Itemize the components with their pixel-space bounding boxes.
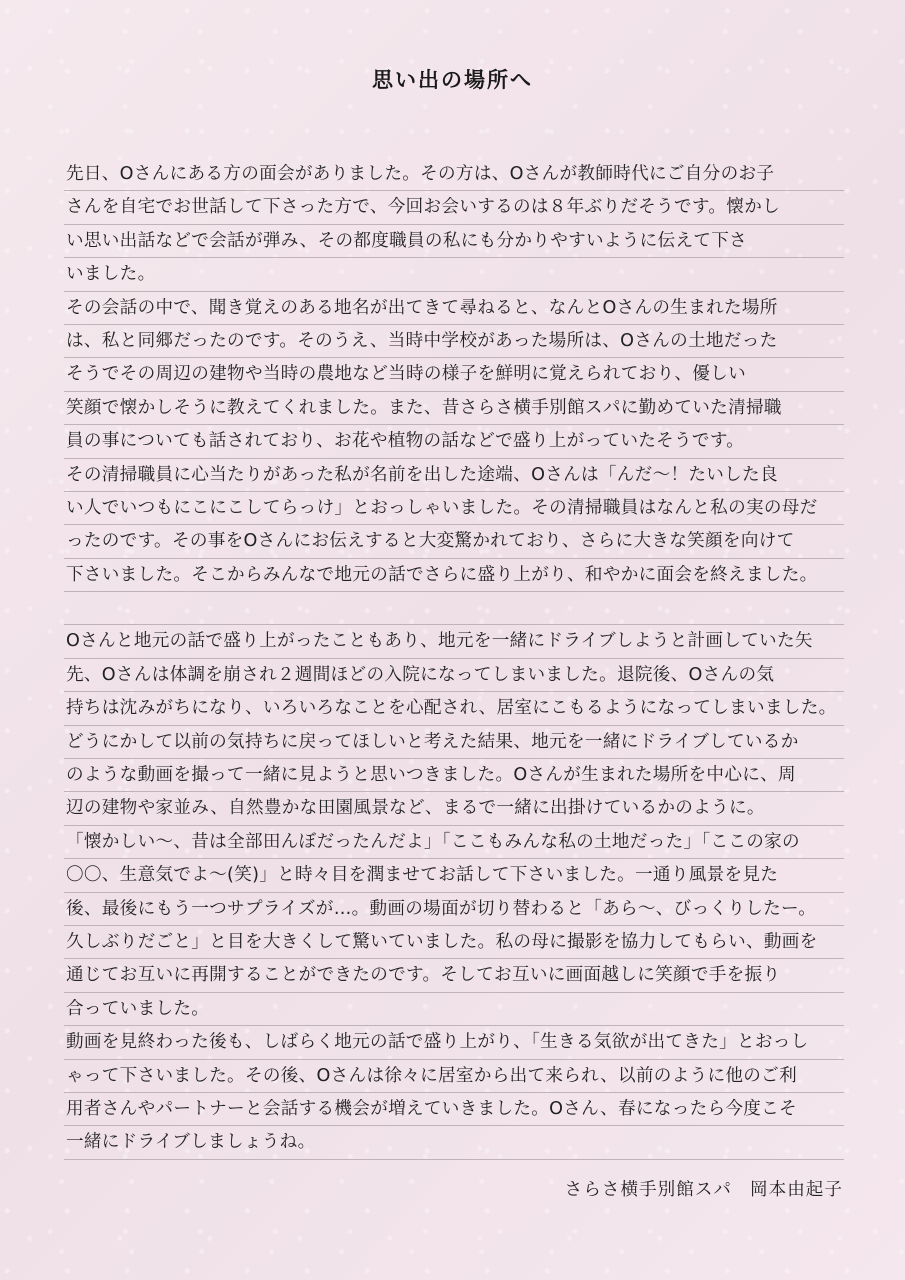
text-line: 持ちは沈みがちになり、いろいろなことを心配され、居室にこもるようになってしまいました。 bbox=[64, 692, 844, 725]
text-line: 用者さんやパートナーと会話する機会が増えていきました。Oさん、春になったら今度こそ bbox=[64, 1093, 844, 1126]
text-line: 辺の建物や家並み、自然豊かな田園風景など、まるで一緒に出掛けているかのように。 bbox=[64, 792, 844, 825]
text-line: のような動画を撮って一緒に見ようと思いつきました。Oさんが生まれた場所を中心に、周 bbox=[64, 759, 844, 792]
text-line: いました。 bbox=[64, 258, 844, 291]
text-line: 動画を見終わった後も、しばらく地元の話で盛り上がり、「生きる気欲が出てきた」とおっし bbox=[64, 1026, 844, 1059]
text-line: 通じてお互いに再開することができたのです。そしてお互いに画面越しに笑顔で手を振り bbox=[64, 959, 844, 992]
letter-body bbox=[64, 158, 844, 1160]
text-line: Oさんと地元の話で盛り上がったこともあり、地元を一緒にドライブしようと計画していた矢 bbox=[64, 625, 844, 658]
text-line: さんを自宅でお世話して下さった方で、今回お会いするのは８年ぶりだそうです。懐かし bbox=[64, 191, 844, 224]
text-line: 〇〇、生意気でよ～(笑)」と時々目を潤ませてお話して下さいました。一通り風景を見た bbox=[64, 859, 844, 892]
text-line: 後、最後にもう一つサプライズが…。動画の場面が切り替わると「あら～、びっくりしたー。 bbox=[64, 893, 844, 926]
text-line: 員の事についても話されており、お花や植物の話などで盛り上がっていたそうです。 bbox=[64, 425, 844, 458]
text-line: は、私と同郷だったのです。そのうえ、当時中学校があった場所は、Oさんの土地だった bbox=[64, 325, 844, 358]
text-line: ったのです。その事をOさんにお伝えすると大変驚かれており、さらに大きな笑顔を向けて bbox=[64, 525, 844, 558]
text-line: そうでその周辺の建物や当時の農地など当時の様子を鮮明に覚えられており、優しい bbox=[64, 358, 844, 391]
text-line: その清掃職員に心当たりがあった私が名前を出した途端、Oさんは「んだ～！たいした良 bbox=[64, 459, 844, 492]
text-line: 先、Oさんは体調を崩され２週間ほどの入院になってしまいました。退院後、Oさんの気 bbox=[64, 659, 844, 692]
text-line: 一緒にドライブしましょうね。 bbox=[64, 1126, 844, 1159]
text-line: 下さいました。そこからみんなで地元の話でさらに盛り上がり、和やかに面会を終えました。 bbox=[64, 559, 844, 592]
text-line: い人でいつもにこにこしてらっけ」とおっしゃいました。その清掃職員はなんと私の実の母だ bbox=[64, 492, 844, 525]
text-line: 先日、Oさんにある方の面会がありました。その方は、Oさんが教師時代にご自分のお子 bbox=[64, 158, 844, 191]
text-line: 笑顔で懐かしそうに教えてくれました。また、昔さらさ横手別館スパに勤めていた清掃職 bbox=[64, 392, 844, 425]
text-line: その会話の中で、聞き覚えのある地名が出てきて尋ねると、なんとOさんの生まれた場所 bbox=[64, 292, 844, 325]
text-line: 久しぶりだごと」と目を大きくして驚いていました。私の母に撮影を協力してもらい、動画を bbox=[64, 926, 844, 959]
signature bbox=[565, 1176, 843, 1201]
text-line: ゃって下さいました。その後、Oさんは徐々に居室から出て来られ、以前のように他のご利 bbox=[64, 1060, 844, 1093]
page-title: 思い出の場所へ bbox=[372, 68, 533, 92]
signature-author: 岡本由起子 bbox=[750, 1180, 843, 1200]
text-line: い思い出話などで会話が弾み、その都度職員の私にも分かりやすいように伝えて下さ bbox=[64, 225, 844, 258]
blank-line bbox=[64, 592, 844, 625]
text-line: どうにかして以前の気持ちに戻ってほしいと考えた結果、地元を一緒にドライブしているか bbox=[64, 726, 844, 759]
text-line: 「懐かしい～、昔は全部田んぼだったんだよ」「ここもみんな私の土地だった」「ここの家の bbox=[64, 826, 844, 859]
text-line: 合っていました。 bbox=[64, 993, 844, 1026]
signature-facility: さらさ横手別館スパ bbox=[564, 1180, 733, 1200]
